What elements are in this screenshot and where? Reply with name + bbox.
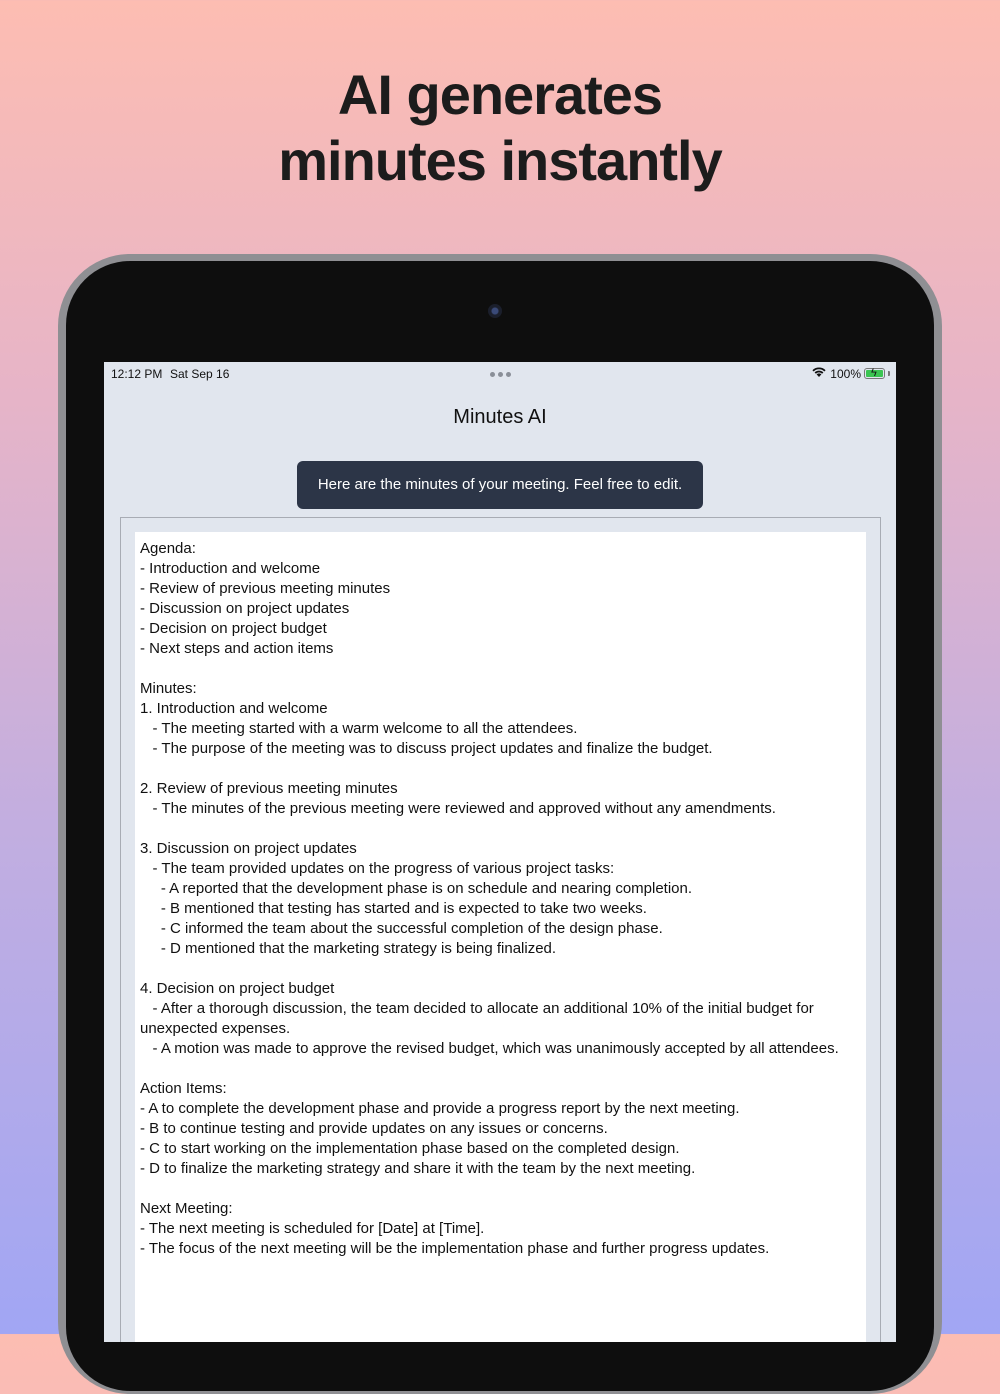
battery-charging-icon (864, 368, 885, 379)
wifi-icon (811, 366, 827, 381)
battery-percentage: 100% (830, 366, 861, 381)
status-indicators (811, 366, 890, 381)
minutes-text-editor[interactable]: Agenda: - Introduction and welcome - Review of previous meeting minutes - Discussion on project updates - Decision on project budget - Next steps and action items Minutes: 1. Introduction and welcome - The meeting started with a warm welcome to all the attendees. - The purpose of the meeting was to discuss project updates and finalize the budget. 2. Review of previous meeting minutes - The minutes of the previous meeting were reviewed and approved without any amendments. 3. Discussion on project updates - The team provided updates on the progress of various project tasks: - A reported that the development phase is on schedule and nearing completion. - B mentioned that testing has started and is expected to take two weeks. - C informed the team about the successful completion of the design phase. - D mentioned that the marketing strategy is being finalized. 4. Decision on project budget - After a thorough discussion, the team decided to allocate an additional 10% of the initial budget for unexpected expenses. - A motion was made to approve the revised budget, which was unanimously accepted by all attendees. Action Items: - A to complete the development phase and provide a progress report by the next meeting. - B to continue testing and provide updates on any issues or concerns. - C to start working on the implementation phase based on the completed design. - D to finalize the marketing strategy and share it with the team by the next meeting. Next Meeting: - The next meeting is scheduled for [Date] at [Time]. - The focus of the next meeting will be the implementation phase and further progress updates. (135, 532, 866, 1342)
status-bar (104, 362, 896, 386)
charging-bolt-icon: ϟ (871, 367, 877, 379)
ai-message-bubble: Here are the minutes of your meeting. Feel free to edit. (297, 461, 703, 509)
status-date: Sat Sep 16 (170, 367, 230, 381)
status-time: 12:12 PM (111, 367, 163, 381)
marketing-headline (0, 62, 1000, 194)
headline-line-2: minutes instantly (278, 129, 722, 192)
headline-line-1: AI generates (337, 63, 663, 126)
front-camera (488, 304, 502, 318)
multitasking-dots-icon[interactable] (490, 372, 511, 377)
ipad-screen (104, 362, 896, 1342)
battery-cap (888, 371, 890, 376)
app-title: Minutes AI (453, 406, 547, 428)
